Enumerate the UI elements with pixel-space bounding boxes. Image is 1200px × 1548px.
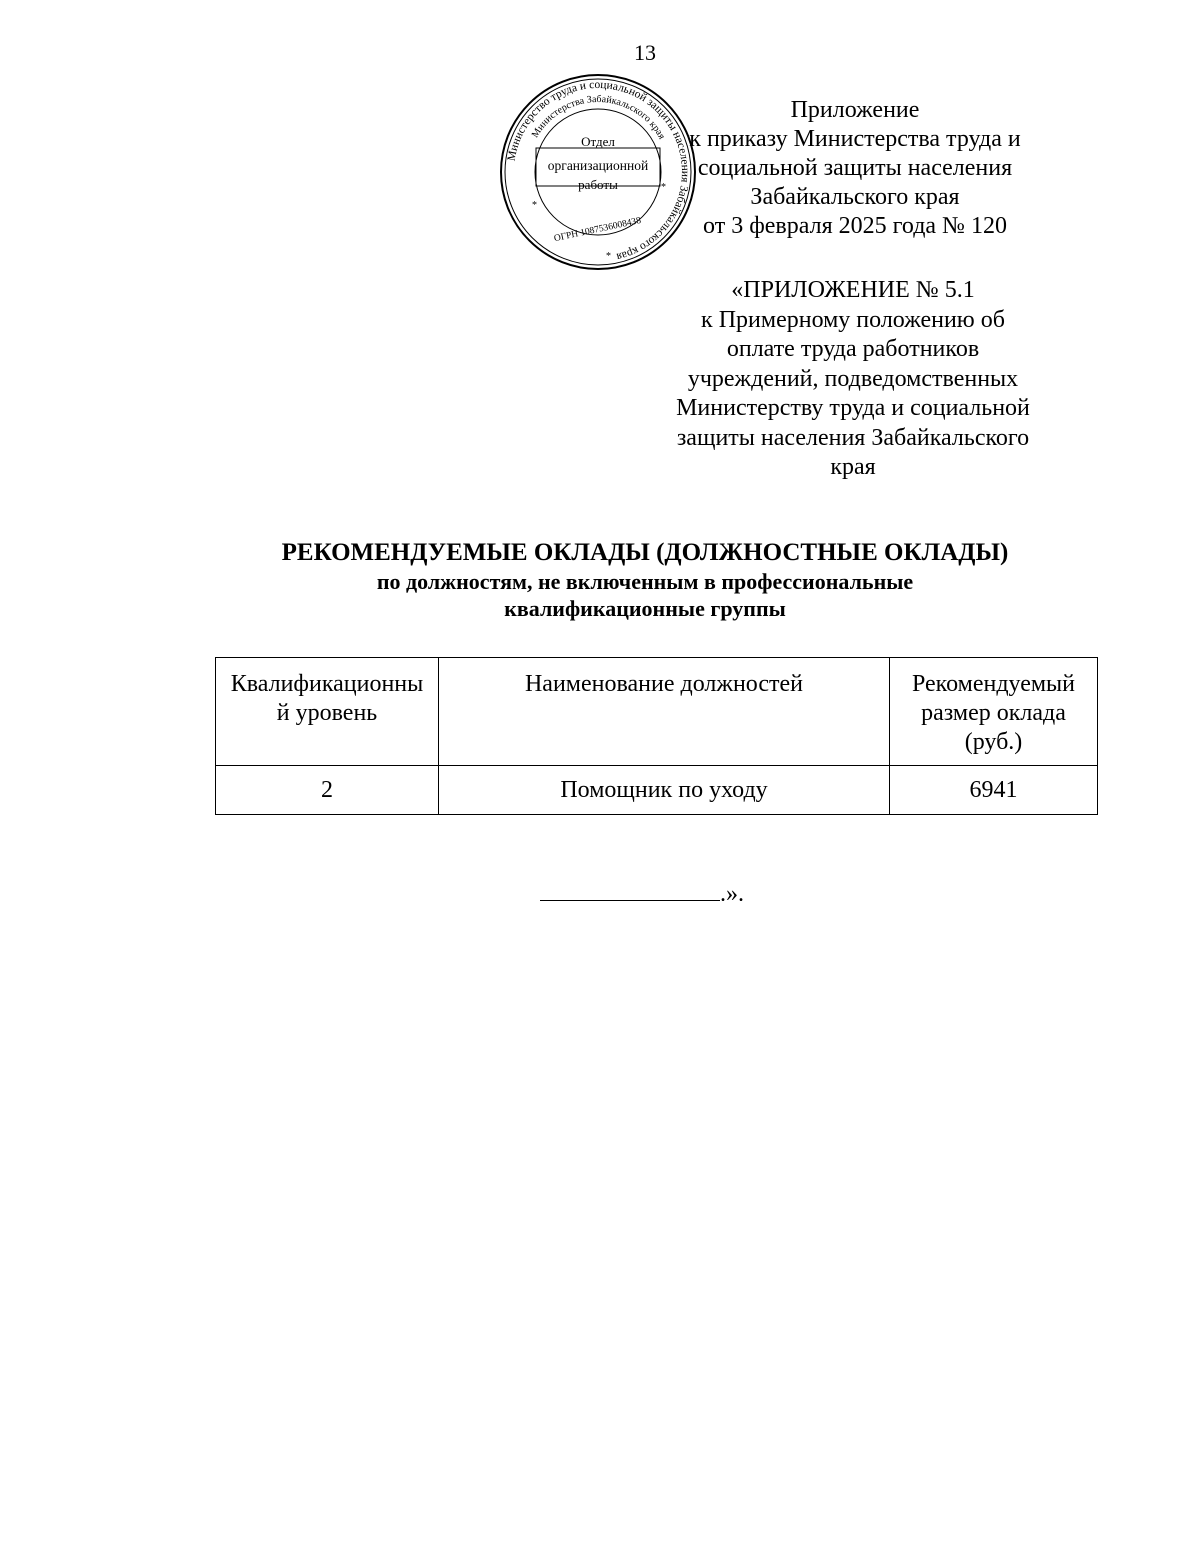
sub-appendix-line: оплате труда работников (726, 336, 980, 362)
sub-appendix-line: защиты населения Забайкальского (676, 424, 1030, 451)
document-title (200, 538, 1090, 622)
cell-qualification-level: 2 (216, 766, 439, 815)
header-text: Наименование должностей (524, 671, 804, 697)
svg-text:*: * (661, 182, 666, 193)
header-text: размер оклада (921, 700, 1066, 726)
signature-line (540, 878, 720, 901)
sub-appendix-line: края (830, 454, 876, 480)
header-text: Квалификационны (230, 671, 424, 697)
sub-appendix-line: учреждений, подведомственных (687, 365, 1019, 392)
title-sub-line: по должностям, не включенным в профессиональные (376, 569, 914, 594)
appendix-line: к приказу Министерства труда и (689, 126, 1021, 152)
appendix-line: Приложение (790, 97, 920, 123)
table-row (216, 766, 1098, 815)
cell-position-name: Помощник по уходу (439, 766, 890, 815)
end-mark (540, 878, 744, 909)
svg-text:Министерство труда и социально: Министерство труда и социальной защиты населения Забайкальского края (505, 78, 692, 263)
cell-salary: 6941 (890, 766, 1098, 815)
header-qualification-level (216, 658, 439, 766)
header-text: й уровень (276, 700, 378, 726)
appendix-header (660, 96, 1050, 241)
svg-text:*: * (606, 251, 611, 262)
sub-appendix-line: к Примерному положению об (701, 306, 1005, 333)
appendix-line: Забайкальского края (750, 184, 960, 210)
title-main: РЕКОМЕНДУЕМЫЕ ОКЛАДЫ (ДОЛЖНОСТНЫЕ ОКЛАДЫ) (281, 539, 1009, 566)
title-sub-line: квалификационные группы (504, 596, 786, 621)
svg-text:работы: работы (578, 177, 618, 192)
appendix-line: социальной защиты населения (697, 155, 1013, 181)
svg-text:ОГРН 1087536008438: ОГРН 1087536008438 (553, 215, 642, 245)
header-recommended-salary (890, 658, 1098, 766)
header-position-name (439, 658, 890, 766)
svg-text:Министерства Забайкальского кр: Министерства Забайкальского края (529, 93, 668, 142)
page-number: 13 (634, 40, 656, 65)
end-mark-text: .». (720, 881, 744, 907)
svg-text:организационной: организационной (547, 158, 649, 173)
header-text: Рекомендуемый (911, 671, 1076, 697)
sub-appendix-header (656, 276, 1050, 483)
table-header-row (216, 658, 1098, 766)
sub-appendix-line: «ПРИЛОЖЕНИЕ № 5.1 (731, 277, 975, 303)
svg-text:Отдел: Отдел (581, 134, 615, 149)
salary-table (215, 657, 1098, 815)
sub-appendix-line: Министерству труда и социальной (676, 395, 1030, 421)
svg-text:*: * (532, 200, 537, 211)
header-text: (руб.) (964, 729, 1023, 755)
appendix-line: от 3 февраля 2025 года № 120 (703, 213, 1007, 239)
